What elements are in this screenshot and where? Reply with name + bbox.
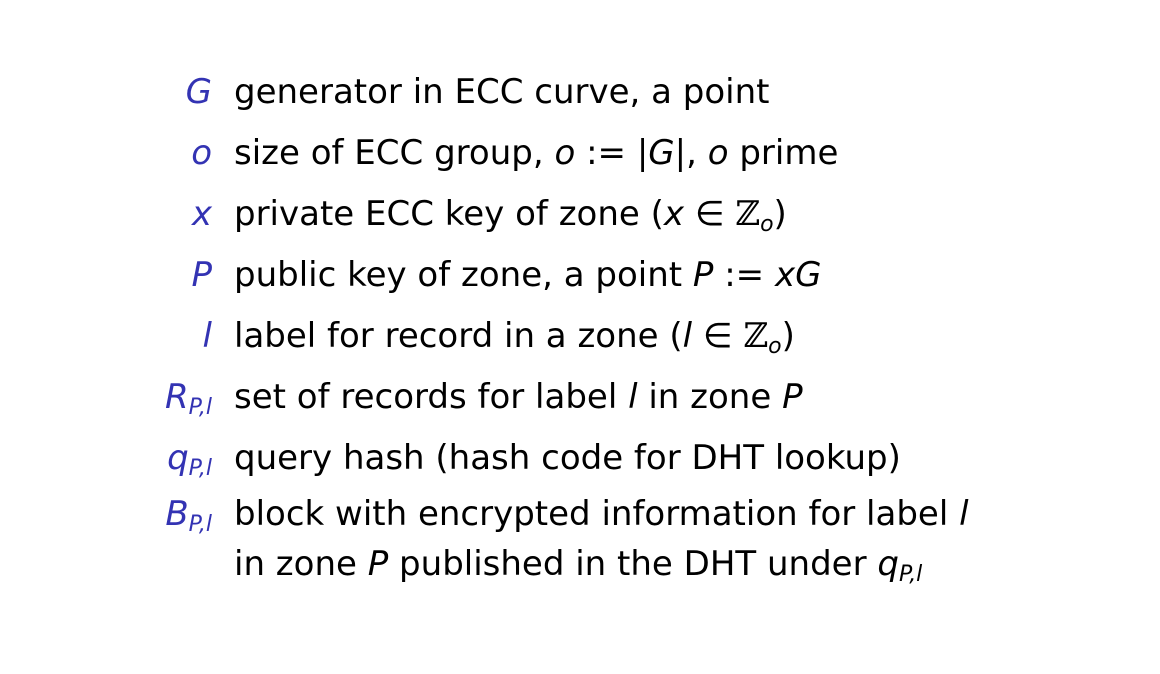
symbol-o: o <box>191 133 212 173</box>
definition-row-q <box>0 428 1160 489</box>
definition-list <box>0 62 1160 589</box>
description-B-line2: in zone P published in the DHT under qP,l <box>234 544 923 587</box>
description-B <box>234 489 969 589</box>
definition-row-G <box>0 62 1160 123</box>
symbol-G: G <box>185 72 212 112</box>
symbol-R: $R_{P,l}$ <box>165 377 212 420</box>
definition-row-R <box>0 367 1160 428</box>
description-B-line1: block with encrypted information for label l <box>234 494 969 534</box>
description-q: query hash (hash code for DHT lookup) <box>234 438 901 478</box>
definition-row-l <box>0 306 1160 367</box>
description-P: public key of zone, a point P := xG <box>234 255 822 295</box>
description-R: set of records for label l in zone P <box>234 377 803 417</box>
description-G: generator in ECC curve, a point <box>234 72 770 112</box>
symbol-B: $B_{P,l}$ <box>165 494 212 537</box>
description-x: private ECC key of zone (x ∈ ℤo) <box>234 194 787 237</box>
definition-row-o <box>0 123 1160 184</box>
definition-row-P <box>0 245 1160 306</box>
description-l: label for record in a zone (l ∈ ℤo) <box>234 316 795 359</box>
definition-row-B <box>0 489 1160 589</box>
description-o: size of ECC group, o := |G|, o prime <box>234 133 839 173</box>
symbol-q: $q_{P,l}$ <box>167 438 212 481</box>
definition-row-x <box>0 184 1160 245</box>
symbol-l: l <box>202 316 212 356</box>
symbol-x: x <box>191 194 212 234</box>
symbol-P: P <box>191 255 212 295</box>
